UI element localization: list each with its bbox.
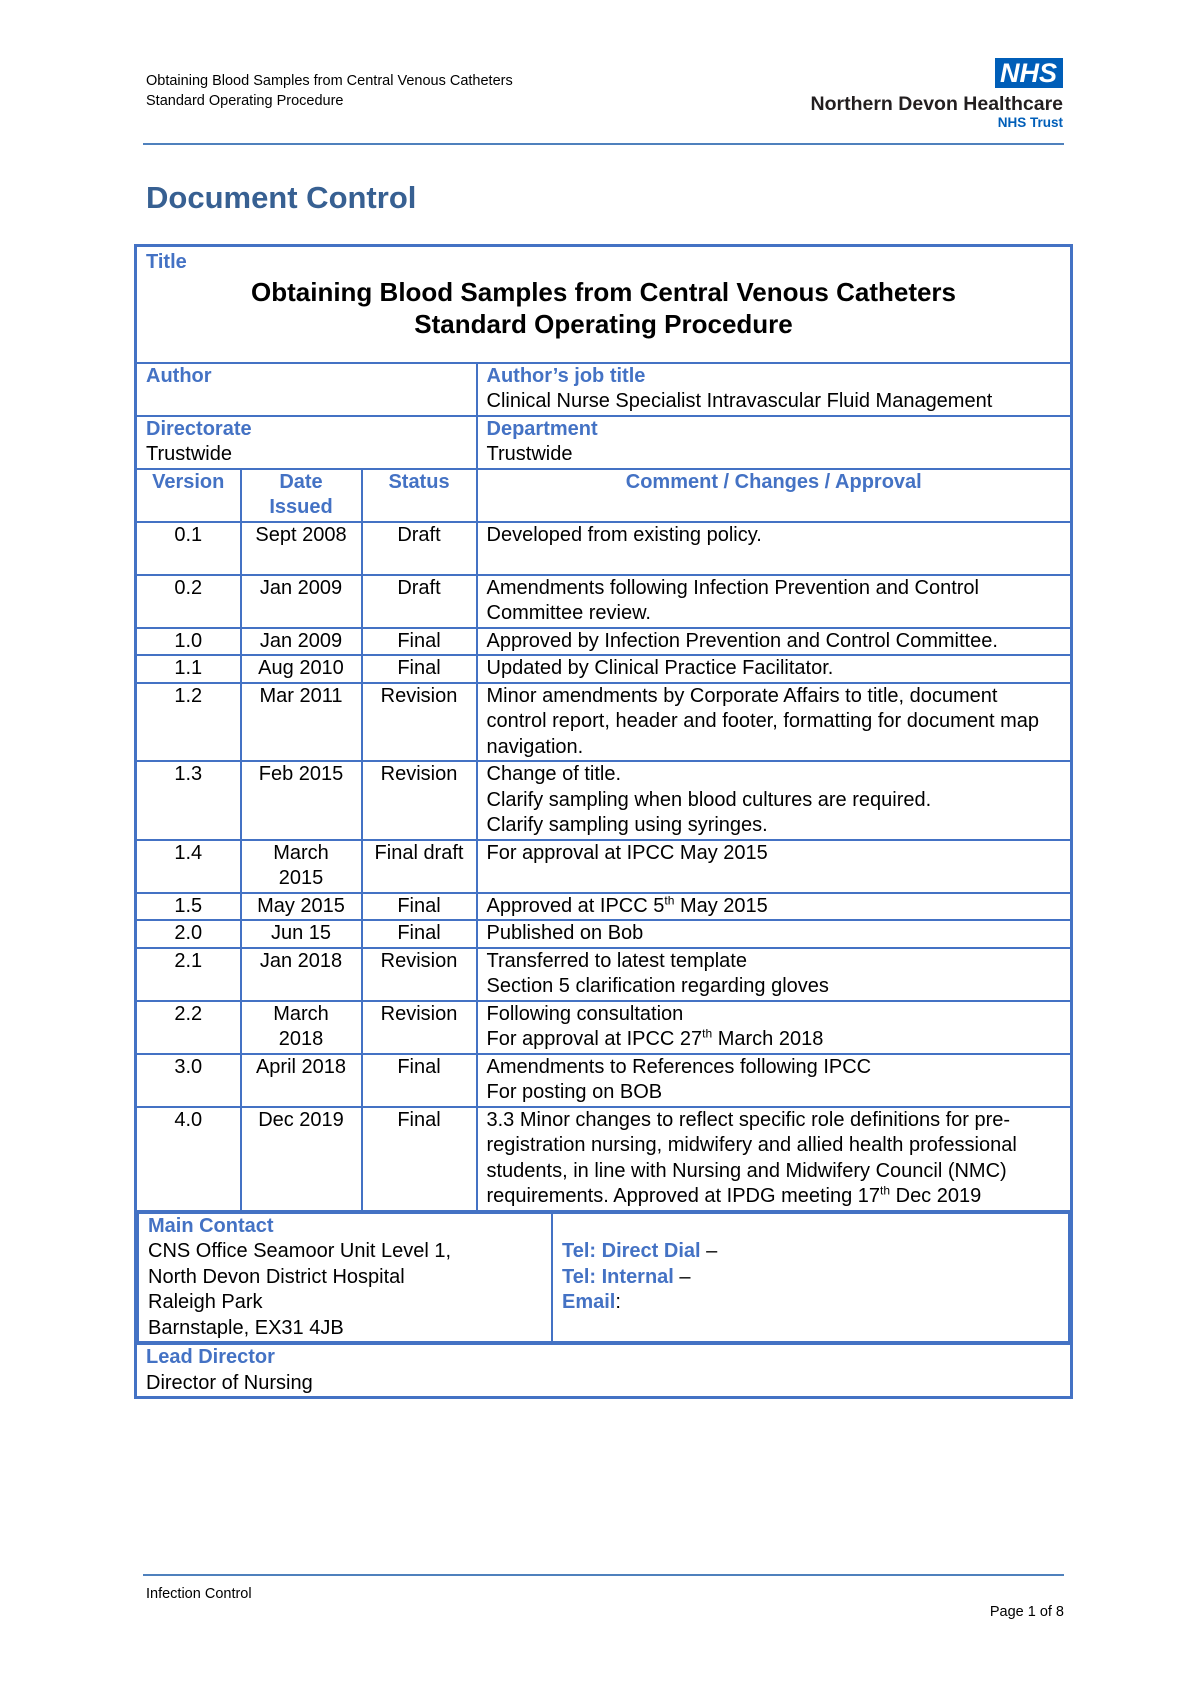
date-cell: March 2018 [241,1001,362,1054]
status-cell: Final [362,1107,477,1211]
contact-address-cell [138,1213,552,1343]
page-title: Document Control [146,180,417,215]
document-title-line-2: Standard Operating Procedure [414,308,793,339]
version-row [136,522,1072,575]
email [562,1290,1059,1316]
main-contact-row [136,1211,1072,1345]
email-label: Email [562,1291,616,1313]
comment-cell: Minor amendments by Corporate Affairs to title, document control report, header and footer, formatting for document map navigation. [477,683,1072,762]
ordinal-suffix: th [880,1183,891,1198]
lead-director-row [136,1344,1072,1398]
version-cell: 1.5 [136,893,241,921]
comment-line: For posting on BOB [486,1081,663,1103]
comment-cell [477,948,1072,1001]
comment-text: March 2018 [712,1028,824,1050]
tel-internal-label: Tel: Internal [562,1265,674,1288]
version-cell: 4.0 [136,1107,241,1211]
address-line: North Devon District Hospital [148,1265,405,1288]
page-number: Page 1 of 8 [989,1604,1064,1620]
directorate-row [136,416,1072,469]
date-cell: Jan 2009 [241,575,362,628]
comment-cell: Approved by Infection Prevention and Control Committee. [477,628,1072,656]
status-cell: Final draft [362,840,477,893]
comment-line: Transferred to latest template [486,949,747,972]
document-control-table [134,244,1073,1399]
title-label: Title [146,251,187,273]
version-cell: 2.1 [136,948,241,1001]
tel-direct-value: – [700,1240,718,1262]
version-cell: 2.2 [136,1001,241,1054]
comment-text: May 2015 [674,894,768,917]
date-cell: Mar 2011 [241,683,362,762]
status-cell: Draft [362,522,477,575]
comment-cell [477,893,1072,921]
address-line: CNS Office Seamoor Unit Level 1, [148,1240,452,1262]
directorate-value: Trustwide [146,443,232,465]
lead-director-label: Lead Director [146,1346,275,1368]
comment-text: 3.3 Minor changes to reflect specific role definitions for pre-registration nursing, midwifery and allied health professional students, in line with Nursing and Midwifery Council (NMC) requirements. Approved at IPDG meeting 17 [486,1108,1017,1207]
comment-cell [477,1107,1072,1211]
comment-cell [477,1001,1072,1054]
author-label: Author [146,364,212,387]
status-cell: Draft [362,575,477,628]
footer-rule [143,1574,1064,1576]
version-row [136,761,1072,840]
status-cell: Final [362,920,477,948]
date-cell: May 2015 [241,893,362,921]
header-line-2: Standard Operating Procedure [146,93,344,109]
status-cell: Final [362,655,477,683]
comment-cell: Published on Bob [477,920,1072,948]
header-rule [143,143,1064,145]
date-cell: March 2015 [241,840,362,893]
ordinal-suffix: th [664,892,675,907]
version-cell: 0.2 [136,575,241,628]
comment-line: Following consultation [486,1002,684,1025]
version-row [136,1001,1072,1054]
status-cell: Revision [362,761,477,840]
status-cell: Final [362,893,477,921]
date-cell: Jan 2009 [241,628,362,656]
version-cell: 1.0 [136,628,241,656]
department-value: Trustwide [486,443,573,465]
comment-text: Approved at IPCC 5 [486,894,665,917]
comment-line: Amendments to References following IPCC [486,1055,872,1078]
comment-line [487,1027,1062,1053]
comment-cell: Developed from existing policy. [477,522,1072,575]
col-comment: Comment / Changes / Approval [477,469,1072,522]
version-cell: 0.1 [136,522,241,575]
comment-line: Clarify sampling using syringes. [486,814,768,836]
document-title [146,276,1061,362]
job-title-value: Clinical Nurse Specialist Intravascular Fluid Management [486,390,993,412]
comment-text: For approval at IPCC 27 [486,1028,703,1050]
address-line: Raleigh Park [148,1291,263,1313]
version-row [136,840,1072,893]
comment-cell: For approval at IPCC May 2015 [477,840,1072,893]
email-value: : [615,1291,621,1313]
version-row [136,893,1072,921]
org-sub: NHS Trust [997,115,1063,130]
comment-cell: Amendments following Infection Prevention and Control Committee review. [477,575,1072,628]
col-date-issued: Date Issued [241,469,362,522]
main-contact-label: Main Contact [148,1214,274,1237]
comment-line: Change of title. [486,763,622,785]
running-header [146,71,513,111]
status-cell: Final [362,628,477,656]
status-cell: Revision [362,1001,477,1054]
version-cell: 1.3 [136,761,241,840]
version-row [136,655,1072,683]
job-title-label: Author’s job title [486,364,646,387]
version-cell: 1.2 [136,683,241,762]
version-row [136,948,1072,1001]
footer-section: Infection Control [146,1586,252,1602]
tel-direct-label: Tel: Direct Dial [562,1240,701,1262]
comment-line: Section 5 clarification regarding gloves [486,975,829,997]
date-cell: April 2018 [241,1054,362,1107]
author-row [136,363,1072,416]
nhs-mark: NHS [995,58,1063,88]
version-cell: 2.0 [136,920,241,948]
version-cell: 3.0 [136,1054,241,1107]
version-header-row [136,469,1072,522]
ordinal-suffix: th [702,1026,713,1041]
version-row [136,1107,1072,1211]
date-cell: Jun 15 [241,920,362,948]
directorate-label: Directorate [146,417,252,440]
version-row [136,575,1072,628]
header-line-1: Obtaining Blood Samples from Central Venous Catheters [146,73,513,89]
date-cell: Dec 2019 [241,1107,362,1211]
version-cell: 1.4 [136,840,241,893]
comment-cell: Updated by Clinical Practice Facilitator. [477,655,1072,683]
tel-internal [562,1265,1059,1291]
comment-text: Dec 2019 [890,1185,982,1207]
title-row [136,246,1072,363]
tel-internal-value: – [673,1265,691,1288]
lead-director-value: Director of Nursing [146,1371,313,1394]
version-row [136,920,1072,948]
date-cell: Feb 2015 [241,761,362,840]
version-row [136,628,1072,656]
address-line: Barnstaple, EX31 4JB [148,1316,344,1339]
nhs-logo [811,58,1063,131]
status-cell: Revision [362,948,477,1001]
tel-direct [562,1239,1059,1265]
date-cell: Aug 2010 [241,655,362,683]
comment-cell [477,1054,1072,1107]
comment-line: Clarify sampling when blood cultures are required. [486,788,932,811]
date-cell: Sept 2008 [241,522,362,575]
status-cell: Final [362,1054,477,1107]
col-version: Version [136,469,241,522]
version-row [136,1054,1072,1107]
col-status: Status [362,469,477,522]
status-cell: Revision [362,683,477,762]
version-cell: 1.1 [136,655,241,683]
contact-phone-cell [552,1213,1069,1343]
org-name: Northern Devon Healthcare [810,93,1063,115]
contact-table [137,1212,1070,1344]
date-cell: Jan 2018 [241,948,362,1001]
version-row [136,683,1072,762]
comment-cell [477,761,1072,840]
document-title-line-1: Obtaining Blood Samples from Central Venous Catheters [251,276,957,307]
department-label: Department [486,417,598,440]
